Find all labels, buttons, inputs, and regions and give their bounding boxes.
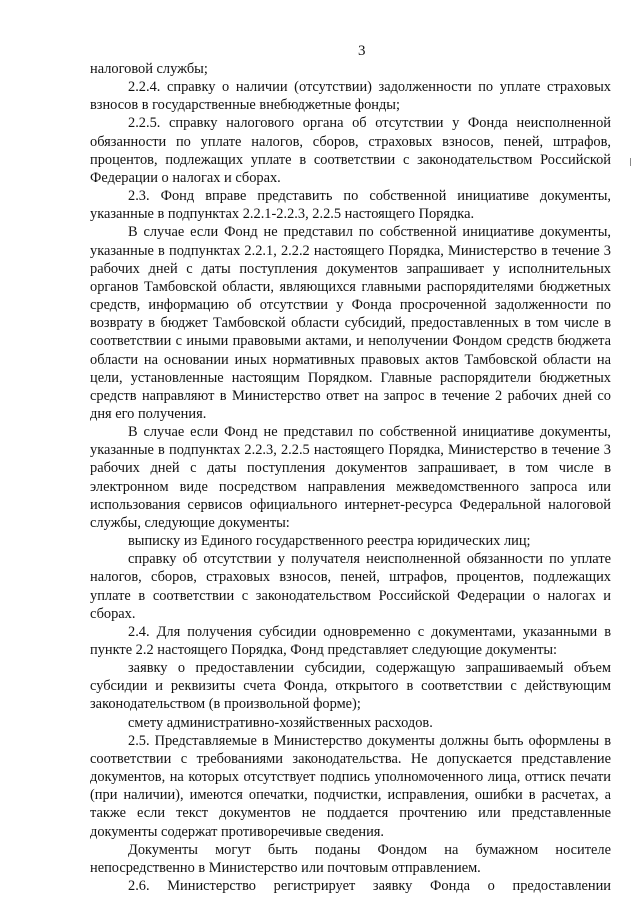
- page-number: 3: [358, 43, 366, 59]
- paragraph: 2.6. Министерство регистрирует заявку Фонда о предоставлении: [128, 878, 611, 895]
- paragraph: заявку о предоставлении субсидии, содержащую запрашиваемый объем субсидии и реквизиты счета Фонда, открытого в соответствии с действующим законодательством (в произвольной форме);: [90, 660, 611, 713]
- paragraph: налоговой службы;: [90, 61, 208, 77]
- paragraph: 2.4. Для получения субсидии одновременно с документами, указанными в пункте 2.2 настоящего Порядка, Фонд представляет следующие документы:: [90, 623, 611, 658]
- paragraph: 2.2.4. справку о наличии (отсутствии) задолженности по уплате страховых взносов в государственные внебюджетные фонды;: [90, 79, 611, 114]
- paragraph: выписку из Единого государственного реестра юридических лиц;: [128, 533, 531, 550]
- paragraph: справку об отсутствии у получателя неисполненной обязанности по уплате налогов, сборов, страховых взносов, пеней, штрафов, процентов, подлежащих уплате в соответствии с законодательством Российской Федерации о налогах и сборах.: [90, 551, 611, 622]
- paragraph: В случае если Фонд не представил по собственной инициативе документы, указанные в подпунктах 2.2.1, 2.2.2 настоящего Порядка, Министерство в течение 3 рабочих дней с даты поступления документов запрашивает у исполнительных органов Тамбовской области, являющихся главными распорядителями бюджетных средств, информацию об отсутствии у Фонда просроченной задолженности по возврату в бюджет Тамбовской области субсидий, предоставленных в том числе в соответствии с иными правовыми актами, и неполучении Фондом средств бюджета области на основании иных нормативных правовых актов Тамбовской области на цели, установленные настоящим Порядком. Главные распорядители бюджетных средств направляют в Министерство ответ на запрос в течение 2 рабочих дней со дня его получения.: [90, 224, 611, 422]
- paragraph: Документы могут быть поданы Фондом на бумажном носителе непосредственно в Министерство или почтовым отправлением.: [90, 841, 611, 876]
- margin-mark: [630, 158, 631, 166]
- paragraph: 2.3. Фонд вправе представить по собственной инициативе документы, указанные в подпунктах 2.2.1-2.2.3, 2.2.5 настоящего Порядка.: [90, 188, 611, 223]
- document-body: [90, 60, 611, 895]
- paragraph: смету административно-хозяйственных расходов.: [128, 714, 433, 731]
- paragraph: 2.2.5. справку налогового органа об отсутствии у Фонда неисполненной обязанности по уплате налогов, сборов, страховых взносов, пеней, штрафов, процентов, подлежащих уплате в соответствии с законодательством Российской Федерации о налогах и сборах.: [90, 115, 611, 186]
- paragraph: В случае если Фонд не представил по собственной инициативе документы, указанные в подпунктах 2.2.3, 2.2.5 настоящего Порядка, Министерство в течение 3 рабочих дней с даты поступления документов запрашивает, в том числе в электронном виде посредством направления межведомственного запроса или использования сервисов официального интернет-ресурса Федеральной налоговой службы, следующие документы:: [90, 424, 611, 531]
- paragraph: 2.5. Представляемые в Министерство документы должны быть оформлены в соответствии с требованиями законодательства. Не допускается представление документов, на которых отсутствует подпись уполномоченного лица, оттиск печати (при наличии), имеются опечатки, подчистки, исправления, ошибки в расчетах, а также если текст документов не поддается прочтению или представленные документы содержат противоречивые сведения.: [90, 732, 611, 840]
